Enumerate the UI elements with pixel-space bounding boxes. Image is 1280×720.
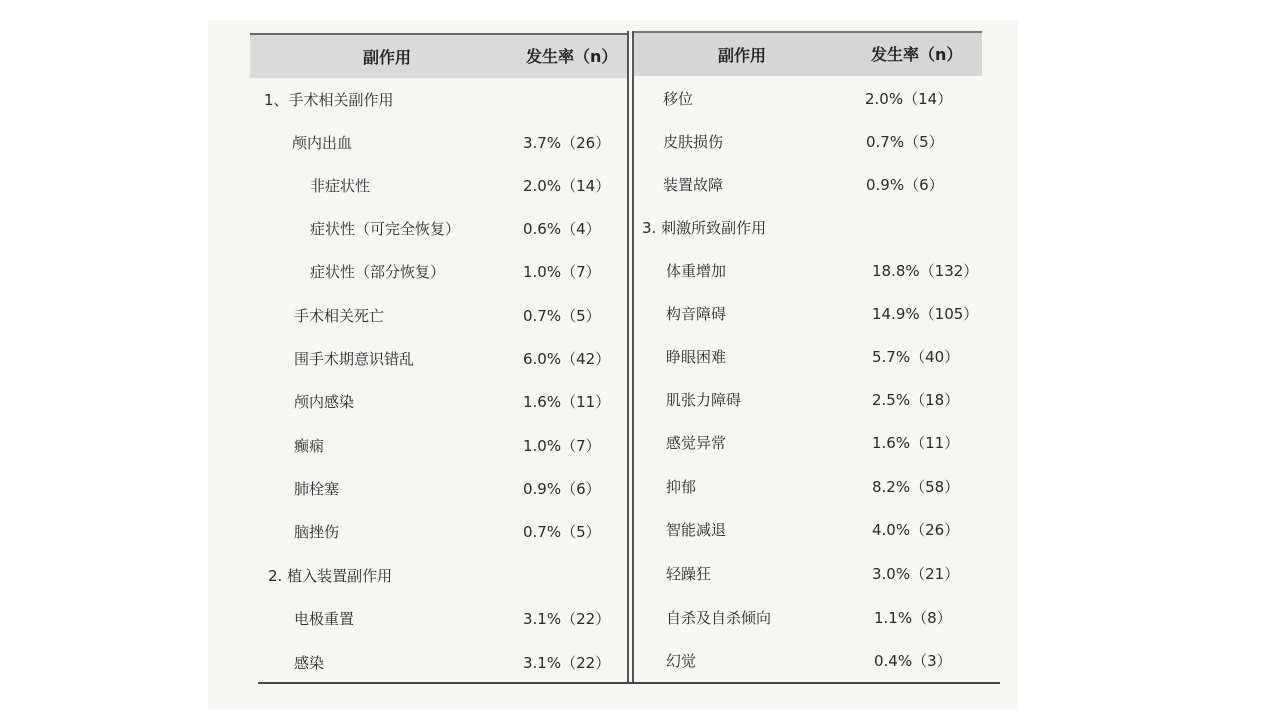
rate-value: 3.1%（22）: [523, 654, 611, 672]
rate-value: 1.0%（7）: [523, 263, 601, 281]
rate-value: 8.2%（58）: [872, 478, 960, 496]
rate-value: 3.7%（26）: [523, 134, 611, 152]
header-effect-right: 副作用: [718, 46, 767, 65]
column-divider: [627, 31, 629, 684]
rate-value: 0.4%（3）: [874, 652, 952, 670]
effect-name: 脑挫伤: [294, 523, 340, 541]
effect-name: 移位: [663, 90, 694, 108]
top-rule: [633, 31, 982, 33]
effect-name: 颅内感染: [294, 393, 355, 411]
effect-name: 2. 植入装置副作用: [268, 567, 393, 585]
rate-value: 0.7%（5）: [866, 133, 944, 151]
rate-value: 18.8%（132）: [872, 262, 979, 280]
rate-value: 2.5%（18）: [872, 391, 960, 409]
effect-name: 1、手术相关副作用: [264, 91, 394, 109]
rate-value: 3.1%（22）: [523, 610, 611, 628]
header-rate-right: 发生率（n）: [871, 45, 963, 64]
top-rule: [250, 33, 627, 35]
rate-value: 6.0%（42）: [523, 350, 611, 368]
rate-value: 0.9%（6）: [523, 480, 601, 498]
effect-name: 轻躁狂: [666, 565, 712, 583]
rate-value: 14.9%（105）: [872, 305, 979, 323]
rate-value: 3.0%（21）: [872, 565, 960, 583]
effect-name: 抑郁: [666, 478, 697, 496]
effect-name: 症状性（可完全恢复）: [310, 220, 461, 238]
effect-name: 感觉异常: [666, 434, 727, 452]
effect-name: 肌张力障碍: [666, 391, 742, 409]
rate-value: 1.0%（7）: [523, 437, 601, 455]
effect-name: 电极重置: [294, 610, 355, 628]
rate-value: 1.1%（8）: [874, 609, 952, 627]
rate-value: 2.0%（14）: [523, 177, 611, 195]
effect-name: 症状性（部分恢复）: [310, 263, 446, 281]
effect-name: 感染: [294, 654, 325, 672]
effect-name: 皮肤损伤: [663, 133, 724, 151]
header-effect-left: 副作用: [363, 48, 412, 67]
effect-name: 3. 刺激所致副作用: [642, 219, 767, 237]
rate-value: 0.6%（4）: [523, 220, 601, 238]
effect-name: 非症状性: [310, 177, 371, 195]
effect-name: 幻觉: [666, 652, 697, 670]
header-rate-left: 发生率（n）: [526, 47, 618, 66]
effect-name: 肺栓塞: [294, 480, 340, 498]
effect-name: 围手术期意识错乱: [294, 350, 415, 368]
rate-value: 5.7%（40）: [872, 348, 960, 366]
rate-value: 4.0%（26）: [872, 521, 960, 539]
rate-value: 0.7%（5）: [523, 523, 601, 541]
side-effects-table: [250, 31, 1000, 686]
effect-name: 手术相关死亡: [294, 307, 385, 325]
column-divider: [632, 31, 634, 684]
rate-value: 1.6%（11）: [872, 434, 960, 452]
effect-name: 装置故障: [663, 176, 724, 194]
rate-value: 0.9%（6）: [866, 176, 944, 194]
effect-name: 睁眼困难: [666, 348, 727, 366]
effect-name: 构音障碍: [666, 305, 727, 323]
effect-name: 智能减退: [666, 521, 727, 539]
rate-value: 1.6%（11）: [523, 393, 611, 411]
rate-value: 0.7%（5）: [523, 307, 601, 325]
effect-name: 癫痫: [294, 437, 325, 455]
effect-name: 自杀及自杀倾向: [666, 609, 772, 627]
effect-name: 颅内出血: [292, 134, 353, 152]
rate-value: 2.0%（14）: [865, 90, 953, 108]
bottom-rule: [258, 682, 1000, 684]
effect-name: 体重增加: [666, 262, 727, 280]
